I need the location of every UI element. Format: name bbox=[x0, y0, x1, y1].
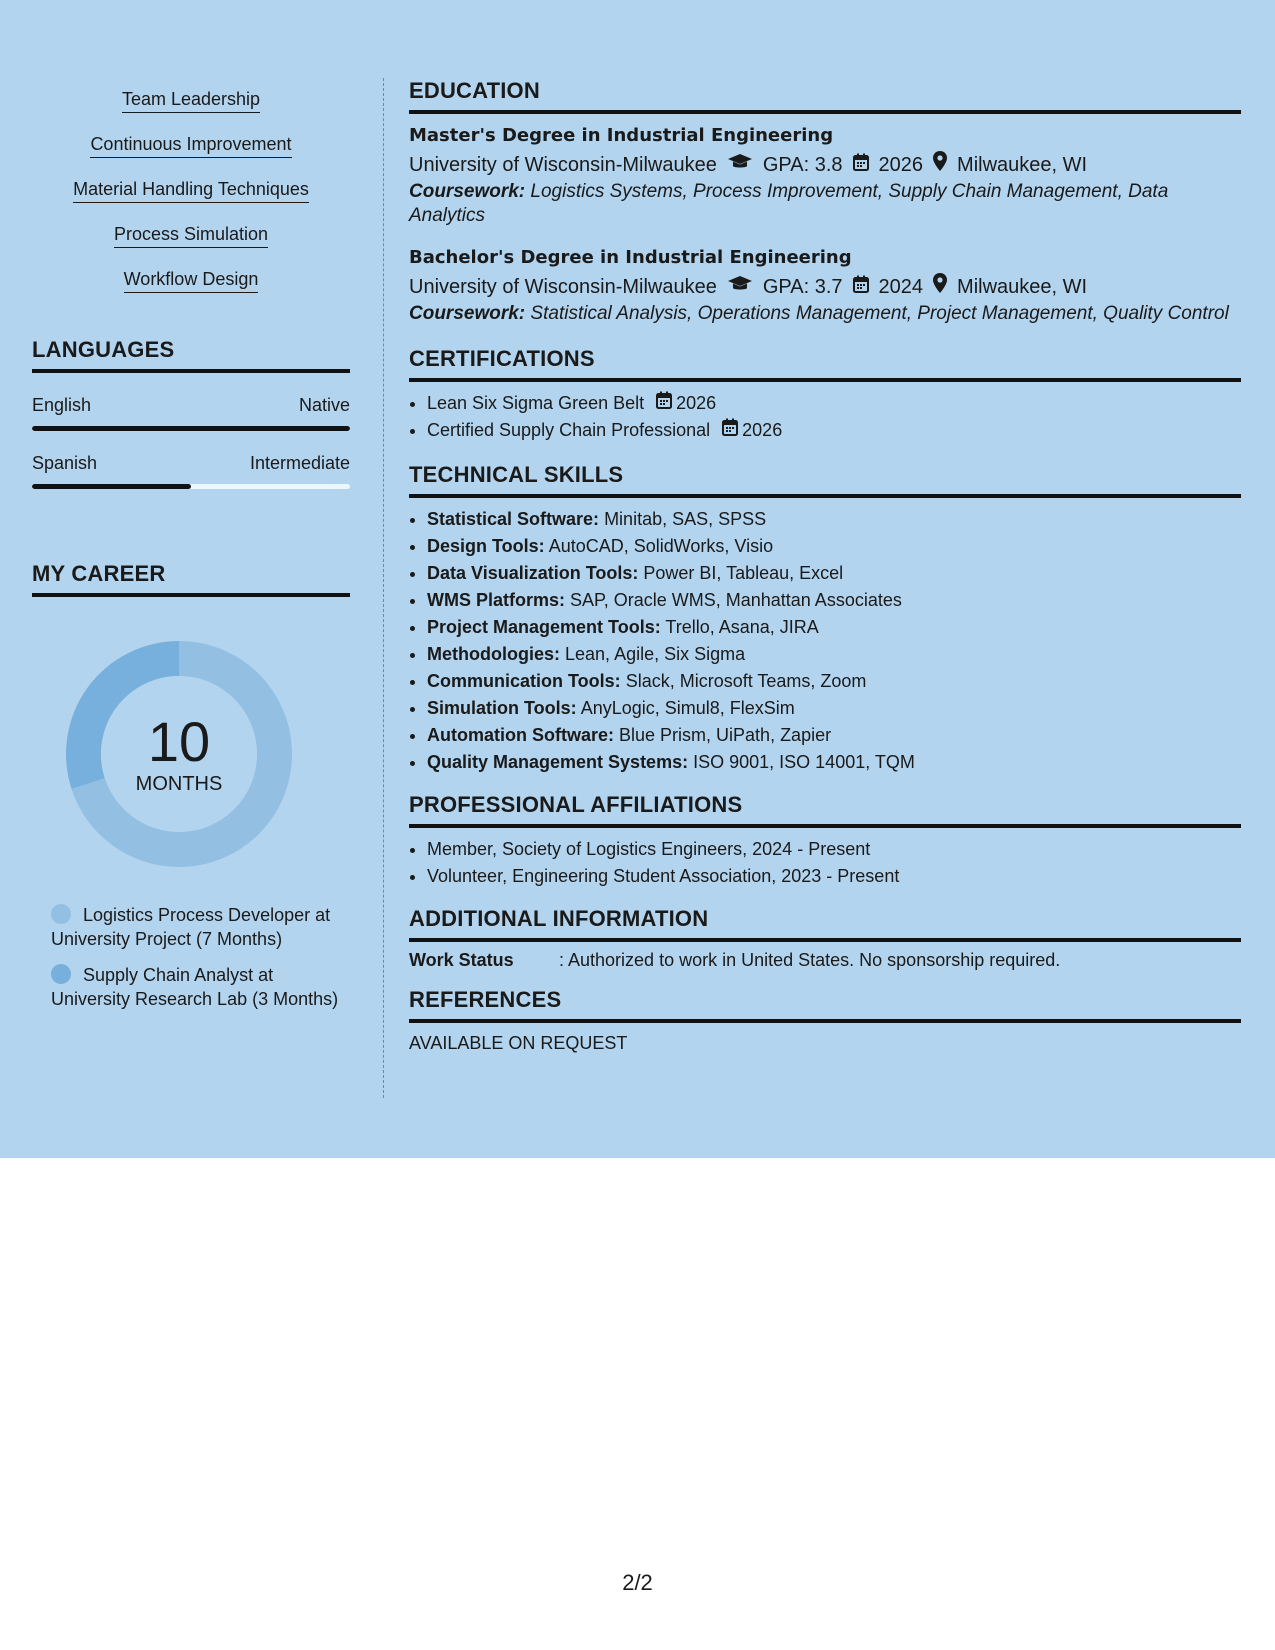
education-entry bbox=[409, 122, 1241, 228]
coursework bbox=[409, 180, 1241, 228]
technical-skill-item bbox=[427, 695, 1241, 722]
skill-values: AutoCAD, SolidWorks, Visio bbox=[548, 536, 774, 556]
skill-values: Minitab, SAS, SPSS bbox=[604, 509, 767, 529]
calendar-icon bbox=[843, 272, 879, 302]
skill-values: Slack, Microsoft Teams, Zoom bbox=[625, 671, 867, 691]
language-level: Native bbox=[298, 395, 350, 415]
degree-meta bbox=[409, 150, 1241, 180]
degree-title: Bachelor's Degree in Industrial Engineering bbox=[409, 247, 852, 268]
affiliations-list bbox=[409, 836, 1241, 890]
degree-title: Master's Degree in Industrial Engineering bbox=[409, 125, 834, 146]
graduation-cap-icon bbox=[717, 272, 763, 302]
coursework bbox=[409, 302, 1241, 326]
technical-skill-item bbox=[427, 668, 1241, 695]
language-proficiency-bar bbox=[32, 484, 350, 489]
career-donut bbox=[66, 641, 292, 867]
skills-list bbox=[32, 78, 350, 303]
career-total-unit: MONTHS bbox=[135, 772, 223, 795]
skill-category: Quality Management Systems: bbox=[427, 752, 689, 772]
skill-item: Workflow Design bbox=[124, 268, 259, 293]
career-legend-label: Logistics Process Developer at University Project (7 Months) bbox=[51, 905, 331, 949]
technical-skill-item bbox=[427, 641, 1241, 668]
skill-category: Communication Tools: bbox=[427, 671, 621, 691]
map-pin-icon bbox=[923, 272, 957, 302]
education-title: EDUCATION bbox=[409, 78, 1241, 114]
gpa: GPA: 3.7 bbox=[762, 276, 843, 298]
language-english bbox=[32, 395, 350, 431]
career-legend-item bbox=[51, 903, 341, 951]
certification-year: 2026 bbox=[742, 420, 783, 440]
skill-category: Data Visualization Tools: bbox=[427, 563, 639, 583]
technical-skill-item bbox=[427, 506, 1241, 533]
page-number: 2/2 bbox=[622, 1570, 653, 1595]
right-column bbox=[409, 78, 1241, 1054]
graduation-year: 2024 bbox=[878, 276, 924, 298]
work-status-row bbox=[409, 950, 1241, 971]
certification-year: 2026 bbox=[676, 393, 717, 413]
coursework-text: Statistical Analysis, Operations Management, Project Management, Quality Control bbox=[530, 303, 1229, 324]
education-entry bbox=[409, 244, 1241, 326]
certifications-title: CERTIFICATIONS bbox=[409, 346, 1241, 382]
calendar-icon bbox=[843, 150, 879, 180]
certification-name: • Lean Six Sigma Green Belt bbox=[427, 393, 645, 413]
skill-values: Power BI, Tableau, Excel bbox=[643, 563, 844, 583]
certification-name: • Certified Supply Chain Professional bbox=[427, 420, 711, 440]
skill-category: Simulation Tools: bbox=[427, 698, 577, 718]
language-name: Spanish bbox=[32, 453, 98, 473]
skill-item: Continuous Improvement bbox=[90, 133, 291, 158]
skill-category: Design Tools: bbox=[427, 536, 545, 556]
skill-category: Automation Software: bbox=[427, 725, 614, 745]
skill-category: WMS Platforms: bbox=[427, 590, 566, 610]
skill-category: Project Management Tools: bbox=[427, 617, 661, 637]
career-legend-label: Supply Chain Analyst at University Research Lab (3 Months) bbox=[51, 965, 339, 1009]
career-legend-item bbox=[51, 963, 341, 1011]
career-total-value: 10 bbox=[147, 709, 211, 773]
languages-title: LANGUAGES bbox=[32, 337, 350, 373]
career-legend-dot bbox=[51, 964, 71, 984]
location: Milwaukee, WI bbox=[957, 154, 1088, 176]
language-proficiency-bar bbox=[32, 426, 350, 431]
references-text: AVAILABLE ON REQUEST bbox=[409, 1033, 628, 1053]
technical-skills-list bbox=[409, 506, 1241, 776]
skill-item: Process Simulation bbox=[114, 223, 268, 248]
skill-values: SAP, Oracle WMS, Manhattan Associates bbox=[570, 590, 902, 610]
skill-values: Blue Prism, UiPath, Zapier bbox=[619, 725, 832, 745]
technical-skill-item bbox=[427, 749, 1241, 776]
skill-item: Team Leadership bbox=[122, 88, 260, 113]
work-status-label: Work Status bbox=[409, 950, 514, 970]
graduation-cap-icon bbox=[717, 150, 763, 180]
technical-skill-item bbox=[427, 614, 1241, 641]
skill-values: Trello, Asana, JIRA bbox=[665, 617, 819, 637]
left-column bbox=[32, 78, 350, 1011]
coursework-text: Logistics Systems, Process Improvement, Supply Chain Management, Data Analytics bbox=[409, 181, 1169, 226]
gpa: GPA: 3.8 bbox=[762, 154, 843, 176]
skill-values: ISO 9001, ISO 14001, TQM bbox=[693, 752, 915, 772]
language-level: Intermediate bbox=[249, 453, 350, 473]
affiliation-item: • Volunteer, Engineering Student Association, 2023 - Present bbox=[427, 863, 1241, 890]
career-legend-dot bbox=[51, 904, 71, 924]
technical-skill-item bbox=[427, 533, 1241, 560]
affiliation-item: • Member, Society of Logistics Engineers, 2024 - Present bbox=[427, 836, 1241, 863]
skill-values: AnyLogic, Simul8, FlexSim bbox=[580, 698, 795, 718]
additional-info-title: ADDITIONAL INFORMATION bbox=[409, 906, 1241, 942]
skill-category: Statistical Software: bbox=[427, 509, 600, 529]
certification-item bbox=[427, 417, 1241, 444]
location: Milwaukee, WI bbox=[957, 276, 1088, 298]
coursework-label: Coursework: bbox=[409, 181, 526, 202]
skill-item: Material Handling Techniques bbox=[73, 178, 309, 203]
school-name: University of Wisconsin-Milwaukee bbox=[409, 154, 717, 176]
work-status-value: : Authorized to work in United States. No sponsorship required. bbox=[559, 950, 1061, 970]
technical-skill-item bbox=[427, 587, 1241, 614]
certifications-list bbox=[409, 390, 1241, 444]
map-pin-icon bbox=[923, 150, 957, 180]
technical-skills-title: TECHNICAL SKILLS bbox=[409, 462, 1241, 498]
calendar-icon bbox=[644, 390, 676, 417]
language-spanish bbox=[32, 453, 350, 489]
calendar-icon bbox=[710, 417, 742, 444]
technical-skill-item bbox=[427, 560, 1241, 587]
certification-item bbox=[427, 390, 1241, 417]
coursework-label: Coursework: bbox=[409, 303, 526, 324]
degree-meta bbox=[409, 272, 1241, 302]
language-proficiency-fill bbox=[32, 484, 191, 489]
career-title: MY CAREER bbox=[32, 561, 350, 597]
column-divider bbox=[383, 78, 384, 1098]
skill-category: Methodologies: bbox=[427, 644, 560, 664]
affiliations-title: PROFESSIONAL AFFILIATIONS bbox=[409, 792, 1241, 828]
language-proficiency-fill bbox=[32, 426, 350, 431]
school-name: University of Wisconsin-Milwaukee bbox=[409, 276, 717, 298]
skill-values: Lean, Agile, Six Sigma bbox=[565, 644, 746, 664]
graduation-year: 2026 bbox=[878, 154, 924, 176]
technical-skill-item bbox=[427, 722, 1241, 749]
references-title: REFERENCES bbox=[409, 987, 1241, 1023]
language-name: English bbox=[32, 395, 92, 415]
